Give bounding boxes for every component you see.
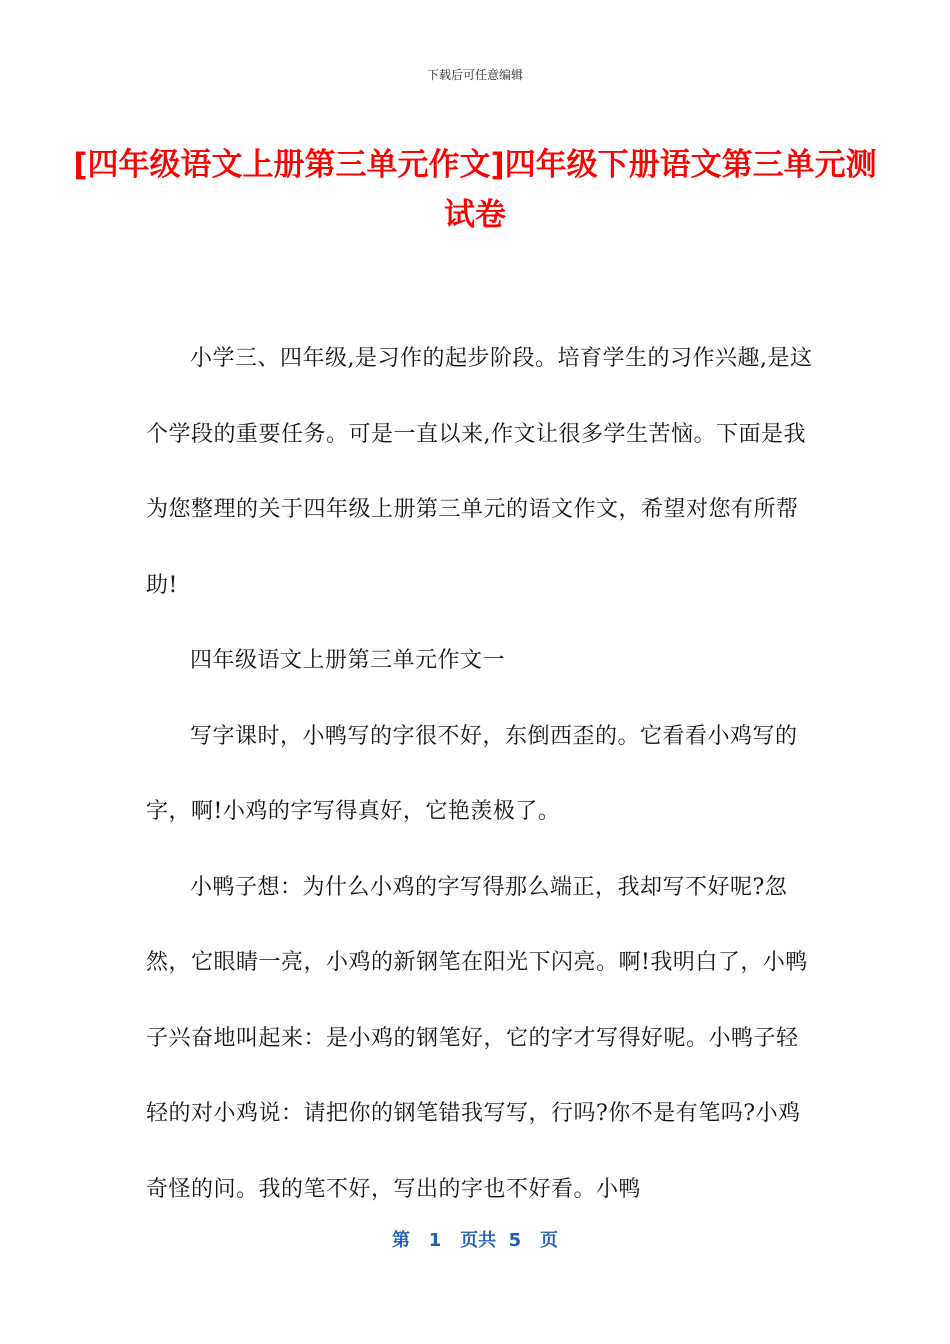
paragraph-story-1: 写字课时，小鸭写的字很不好，东倒西歪的。它看看小鸡写的字，啊!小鸡的字写得真好，它艳羡极了。: [146, 723, 798, 824]
footer-suffix: 页: [540, 1230, 559, 1251]
paragraph-intro: 小学三、四年级,是习作的起步阶段。培育学生的习作兴趣,是这个学段的重要任务。可是一直以来,作文让很多学生苦恼。下面是我为您整理的关于四年级上册第三单元的语文作文，希望对您有所帮助!: [146, 346, 813, 598]
paragraph-story-2: 小鸭子想：为什么小鸡的字写得那么端正，我却写不好呢?忽然，它眼睛一亮，小鸡的新钢笔在阳光下闪亮。啊!我明白了，小鸭子兴奋地叫起来：是小鸡的钢笔好，它的字才写得好呢。小鸭子轻轻的对小鸡说：请把你的钢笔错我写写，行吗?你不是有笔吗?小鸡奇怪的问。我的笔不好，写出的字也不好看。小鸭: [146, 874, 808, 1202]
header-note: 下载后可任意编辑: [426, 68, 523, 82]
document-title: [四年级语文上册第三单元作文]四年级下册语文第三单元测试卷: [73, 147, 877, 233]
document-body: [146, 321, 814, 1227]
page-footer: [0, 1226, 950, 1252]
paragraph-section-heading: 四年级语文上册第三单元作文一: [190, 648, 506, 673]
footer-mid: 页共: [460, 1230, 497, 1251]
footer-total-pages: 5: [508, 1230, 522, 1251]
footer-prefix: 第: [391, 1230, 410, 1251]
footer-current-page: 1: [428, 1230, 442, 1251]
